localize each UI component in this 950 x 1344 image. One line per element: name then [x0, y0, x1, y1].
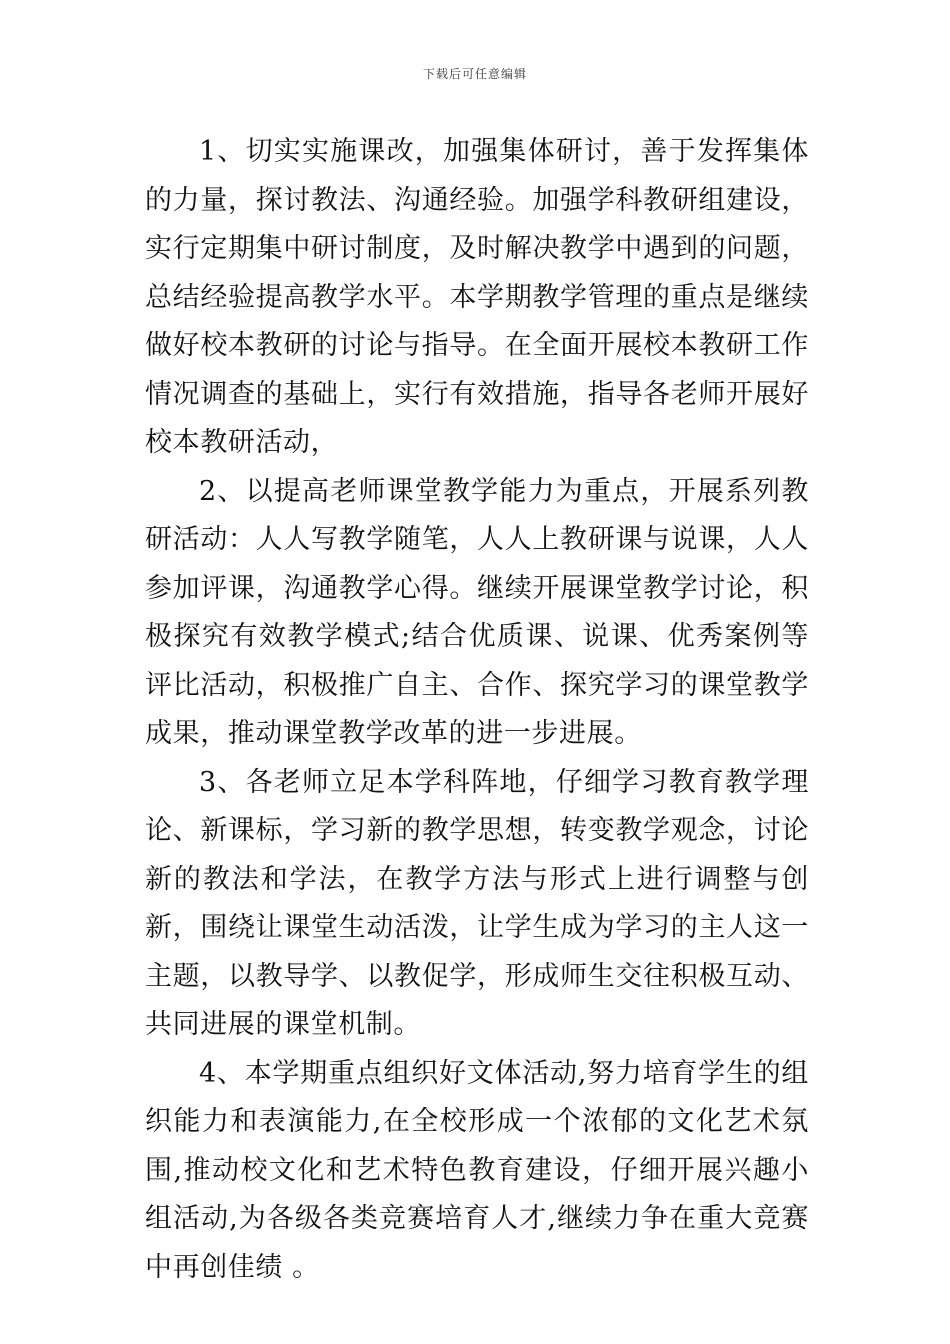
paragraph-1: 1、切实实施课改，加强集体研讨，善于发挥集体的力量，探讨教法、沟通经验。加强学科教研组建设，实行定期集中研讨制度，及时解决教学中遇到的问题，总结经验提高教学水平。本学期教学管理的重点是继续做好校本教研的讨论与指导。在全面开展校本教研工作情况调查的基础上，实行有效措施，指导各老师开展好校本教研活动，: [145, 136, 809, 458]
page-header: 下载后可任意编辑: [422, 67, 527, 81]
paragraph-3: 3、各老师立足本学科阵地，仔细学习教育教学理论、新课标，学习新的教学思想，转变教学观念，讨论新的教法和学法，在教学方法与形式上进行调整与创新，围绕让课堂生动活泼，让学生成为学习的主人这一主题，以教导学、以教促学，形成师生交往积极互动、共同进展的课堂机制。: [145, 766, 809, 1040]
document-body: [145, 128, 809, 1292]
paragraph-2: 2、以提高老师课堂教学能力为重点，开展系列教研活动：人人写教学随笔，人人上教研课与说课，人人参加评课，沟通教学心得。继续开展课堂教学讨论，积极探究有效教学模式;结合优质课、说课、优秀案例等评比活动，积极推广自主、合作、探究学习的课堂教学成果，推动课堂教学改革的进一步进展。: [145, 475, 809, 749]
paragraph-4: 4、本学期重点组织好文体活动,努力培育学生的组织能力和表演能力,在全校形成一个浓郁的文化艺术氛围,推动校文化和艺术特色教育建设，仔细开展兴趣小组活动,为各级各类竞赛培育人才,继续力争在重大竞赛中再创佳绩 。: [145, 1057, 809, 1283]
